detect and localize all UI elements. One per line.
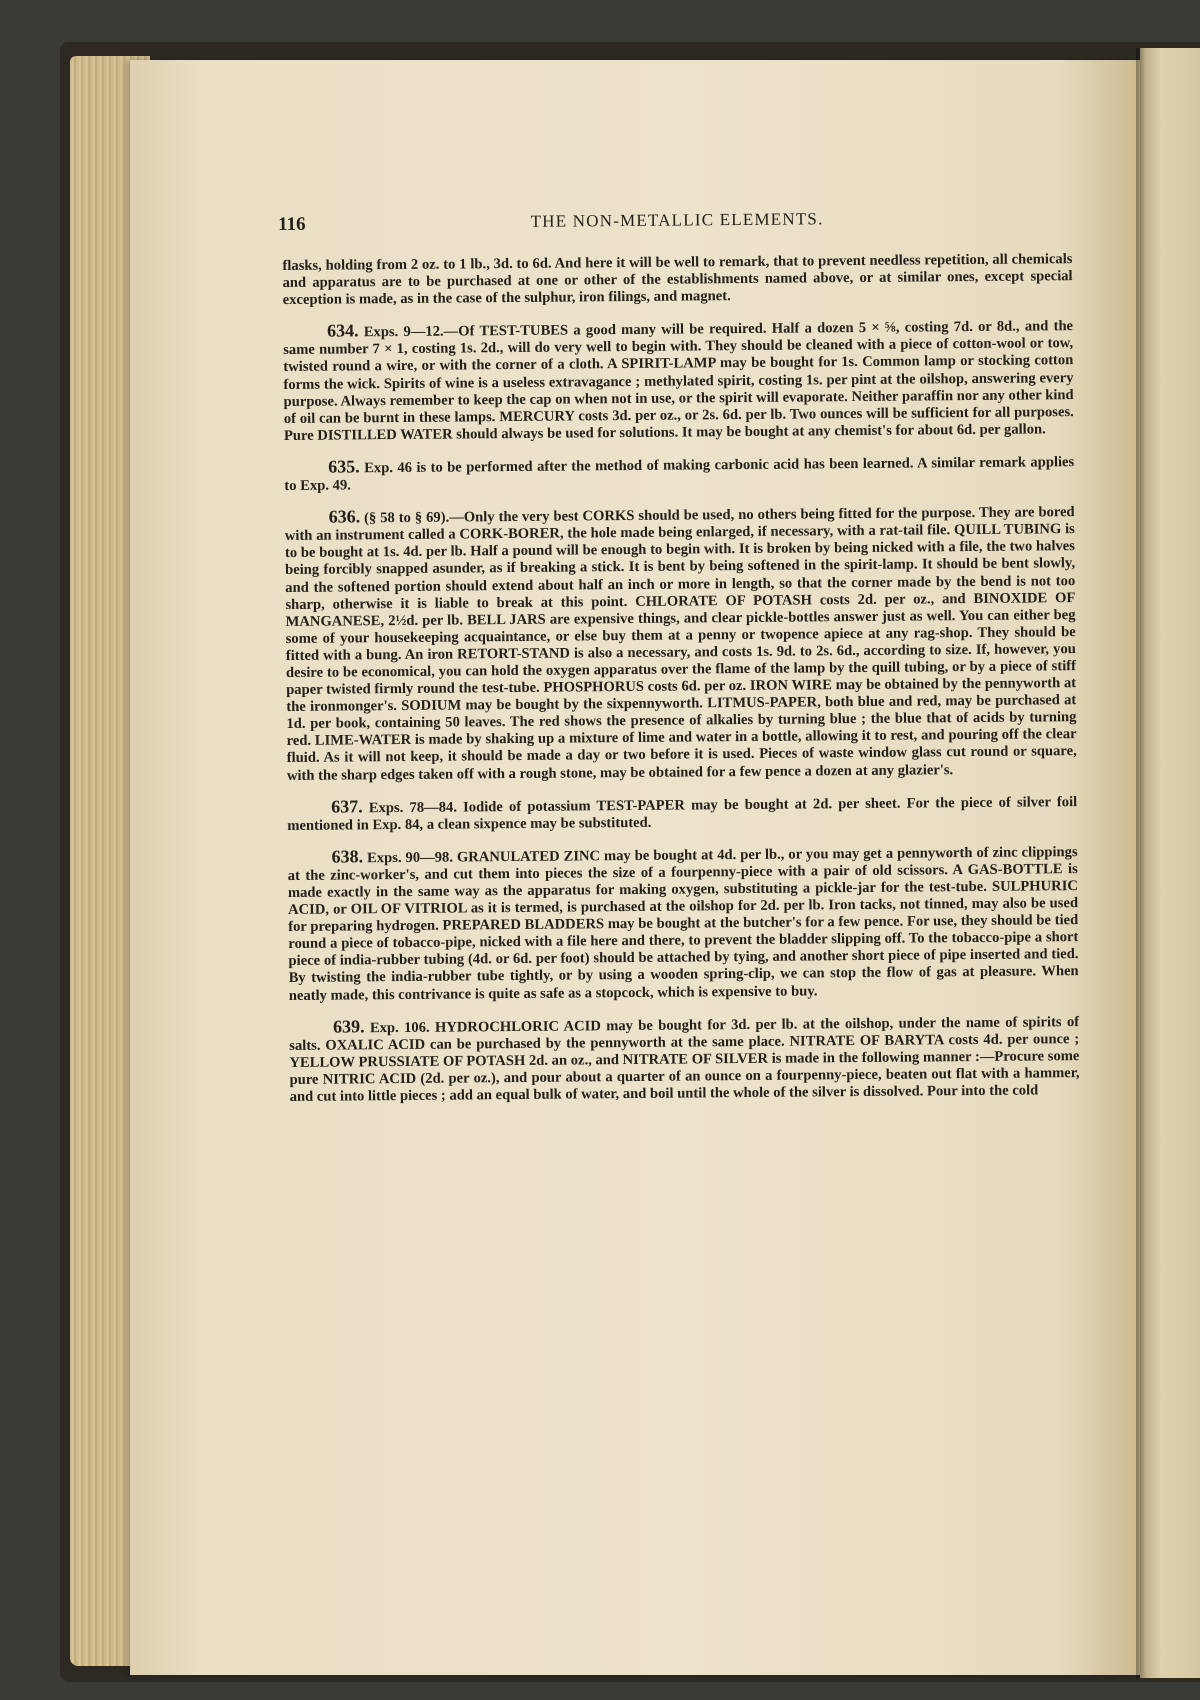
paragraph-number: 637. <box>331 795 363 817</box>
paragraph-number: 634. <box>326 320 359 341</box>
paragraph-text: (§ 58 to § 69).—Only the very best CORKS should be used, no others being fitted for the purpose. They are bored with an instrument called a CORK-BORER, the hole made being enlarged, if necessary, with a rat-tail file. QUILL TUBING is to be bought at 1s. 4d. per lb. Half a pound will be enough to begin with. It is broken by being nicked with a file, the two halves being forcibly snapped asunder, as if breaking a stick. It is bent by being softened in the spirit-lamp. It should be bent slowly, and the softened portion should extend about half an inch or more in length, so that the corner made by the bend is not too sharp, otherwise it is liable to break at this point. CHLORATE OF POTASH costs 2d. per oz., and BINOXIDE OF MANGANESE, 2½d. per lb. BELL JARS are expensive things, and clear pickle-bottles answer just as well. You can either beg some of your housekeeping acquaintance, or else buy them at a penny or twopence apiece at any rag-shop. They should be fitted with a bung. An iron RETORT-STAND is also a necessary, and costs 1s. 9d. to 2s. 6d., according to size. If, however, you desire to be economical, you can hold the oxygen apparatus over the flame of the lamp by the quill tubing, or by a piece of stiff paper twisted firmly round the test-tube. PHOSPHORUS costs 6d. per oz. IRON WIRE may be obtained by the pennyworth at the ironmonger's. SODIUM may be bought by the sixpennyworth. LITMUS-PAPER, both blue and red, may be purchased at 1d. per book, containing 50 leaves. The red shows the presence of alkalies by turning blue ; the blue that of acids by turning red. LIME-WATER is made by shaking up a mixture of lime and water in a bottle, allowing it to rest, and pouring off the clear fluid. As it will not keep, it should be made a day or two before it is used. Pieces of waste window glass cut round or square, with the sharp edges taken off with a rough stone, may be obtained for a few pence a dozen at any glazier's. <box>284 504 1077 784</box>
paragraph-text: Exps. 78—84. Iodide of potassium TEST-PAPER may be bought at 2d. per sheet. For the piece of silver foil mentioned in Exp. 84, a clean sixpence may be substituted. <box>287 793 1078 834</box>
running-head-title: THE NON-METALLIC ELEMENTS. <box>530 209 824 231</box>
paragraph-text: Exps. 9—12.—Of TEST-TUBES a good many will be required. Half a dozen 5 × ⅝, costing 7d. or 8d., and the same number 7 × 1, costing 1s. 2d., will do very well to begin with. They should be cleaned with a piece of cotton-wool or tow, twisted round a wire, or with the corner of a cloth. A SPIRIT-LAMP may be bought for 1s. Common lamp or stocking cotton forms the wick. Spirits of wine is a useless extravagance ; methylated spirit, costing 1s. per pint at the oilshop, answering every purpose. Always remember to keep the cap on when not in use, or the spirit will evaporate. Neither paraffin nor any other kind of oil can be burnt in these lamps. MERCURY costs 3d. per oz., or 2s. 6d. per lb. Two ounces will be sufficient for all purposes. Pure DISTILLED WATER should always be used for solutions. It may be bought at any chemist's for about 6d. per gallon. <box>283 318 1074 444</box>
paragraph-635 <box>284 452 1074 495</box>
paragraph-text: flasks, holding from 2 oz. to 1 lb., 3d. to 6d. And here it will be well to remark, that to prevent needless repetition, all chemicals and apparatus are to be purchased at one or other of the establishments named above, or at similar ones, except special exception is made, as in the case of the sulphur, iron filings, and magnet. <box>282 251 1073 309</box>
page-number: 116 <box>278 213 306 236</box>
paragraph-636 <box>285 502 1077 784</box>
running-head <box>278 207 1072 240</box>
paragraph-639 <box>289 1012 1080 1106</box>
paragraph-637 <box>287 792 1077 835</box>
paragraph-number: 635. <box>328 456 360 477</box>
paragraph-text: Exps. 90—98. GRANULATED ZINC may be bought at 4d. per lb., or you may get a pennyworth of zinc clippings at the zinc-worker's, and cut them into pieces the size of a fourpenny-piece with a pair of old scissors. A GAS-BOTTLE is made exactly in the same way as the apparatus for making oxygen, substituting a pickle-jar for the test-tube. SULPHURIC ACID, or OIL OF VITRIOL as it is termed, is purchased at the oilshop for 2d. per lb. Iron tacks, not tinned, may also be used for preparing hydrogen. PREPARED BLADDERS may be bought at the butcher's for a few pence. For use, they should be tied round a piece of tobacco-pipe, nicked with a file here and there, to prevent the bladder slipping off. To the tobacco-pipe a short piece of india-rubber tubing (4d. or 6d. per foot) should be attached by tying, and another short piece of pipe inserted and tied. By twisting the india-rubber tube tightly, or by using a wooden spring-clip, we can stop the flow of gas at pleasure. When neatly made, this contrivance is quite as safe as a stopcock, which is expensive to buy. <box>287 843 1079 1004</box>
paragraph-text: Exp. 46 is to be performed after the method of making carbonic acid has been learned. A similar remark applies to Exp. 49. <box>284 454 1075 495</box>
paragraph-continued <box>282 251 1072 309</box>
page-content <box>278 207 1080 1120</box>
paragraph-text: Exp. 106. HYDROCHLORIC ACID may be bought for 3d. per lb. at the oilshop, under the name of spirits of salts. OXALIC ACID can be purchased by the pennyworth at the same place. NITRATE OF BARYTA costs 4d. per ounce ; YELLOW PRUSSIATE OF POTASH 2d. an oz., and NITRATE OF SILVER is made in the following manner :—Procure some pure NITRIC ACID (2d. per oz.), and pour about a quarter of an ounce on a fourpenny-piece, beaten out flat with a hammer, and cut into little pieces ; add an equal bulk of water, and boil until the whole of the silver is dissolved. Pour into the cold <box>289 1013 1080 1105</box>
paragraph-638 <box>288 842 1079 1005</box>
paragraph-number: 636. <box>328 506 361 527</box>
page-gutter-shadow <box>1136 48 1146 1678</box>
paragraph-number: 638. <box>331 846 364 867</box>
paragraph-634 <box>283 316 1074 445</box>
paragraph-number: 639. <box>333 1015 365 1037</box>
facing-page-edge <box>1140 48 1200 1678</box>
